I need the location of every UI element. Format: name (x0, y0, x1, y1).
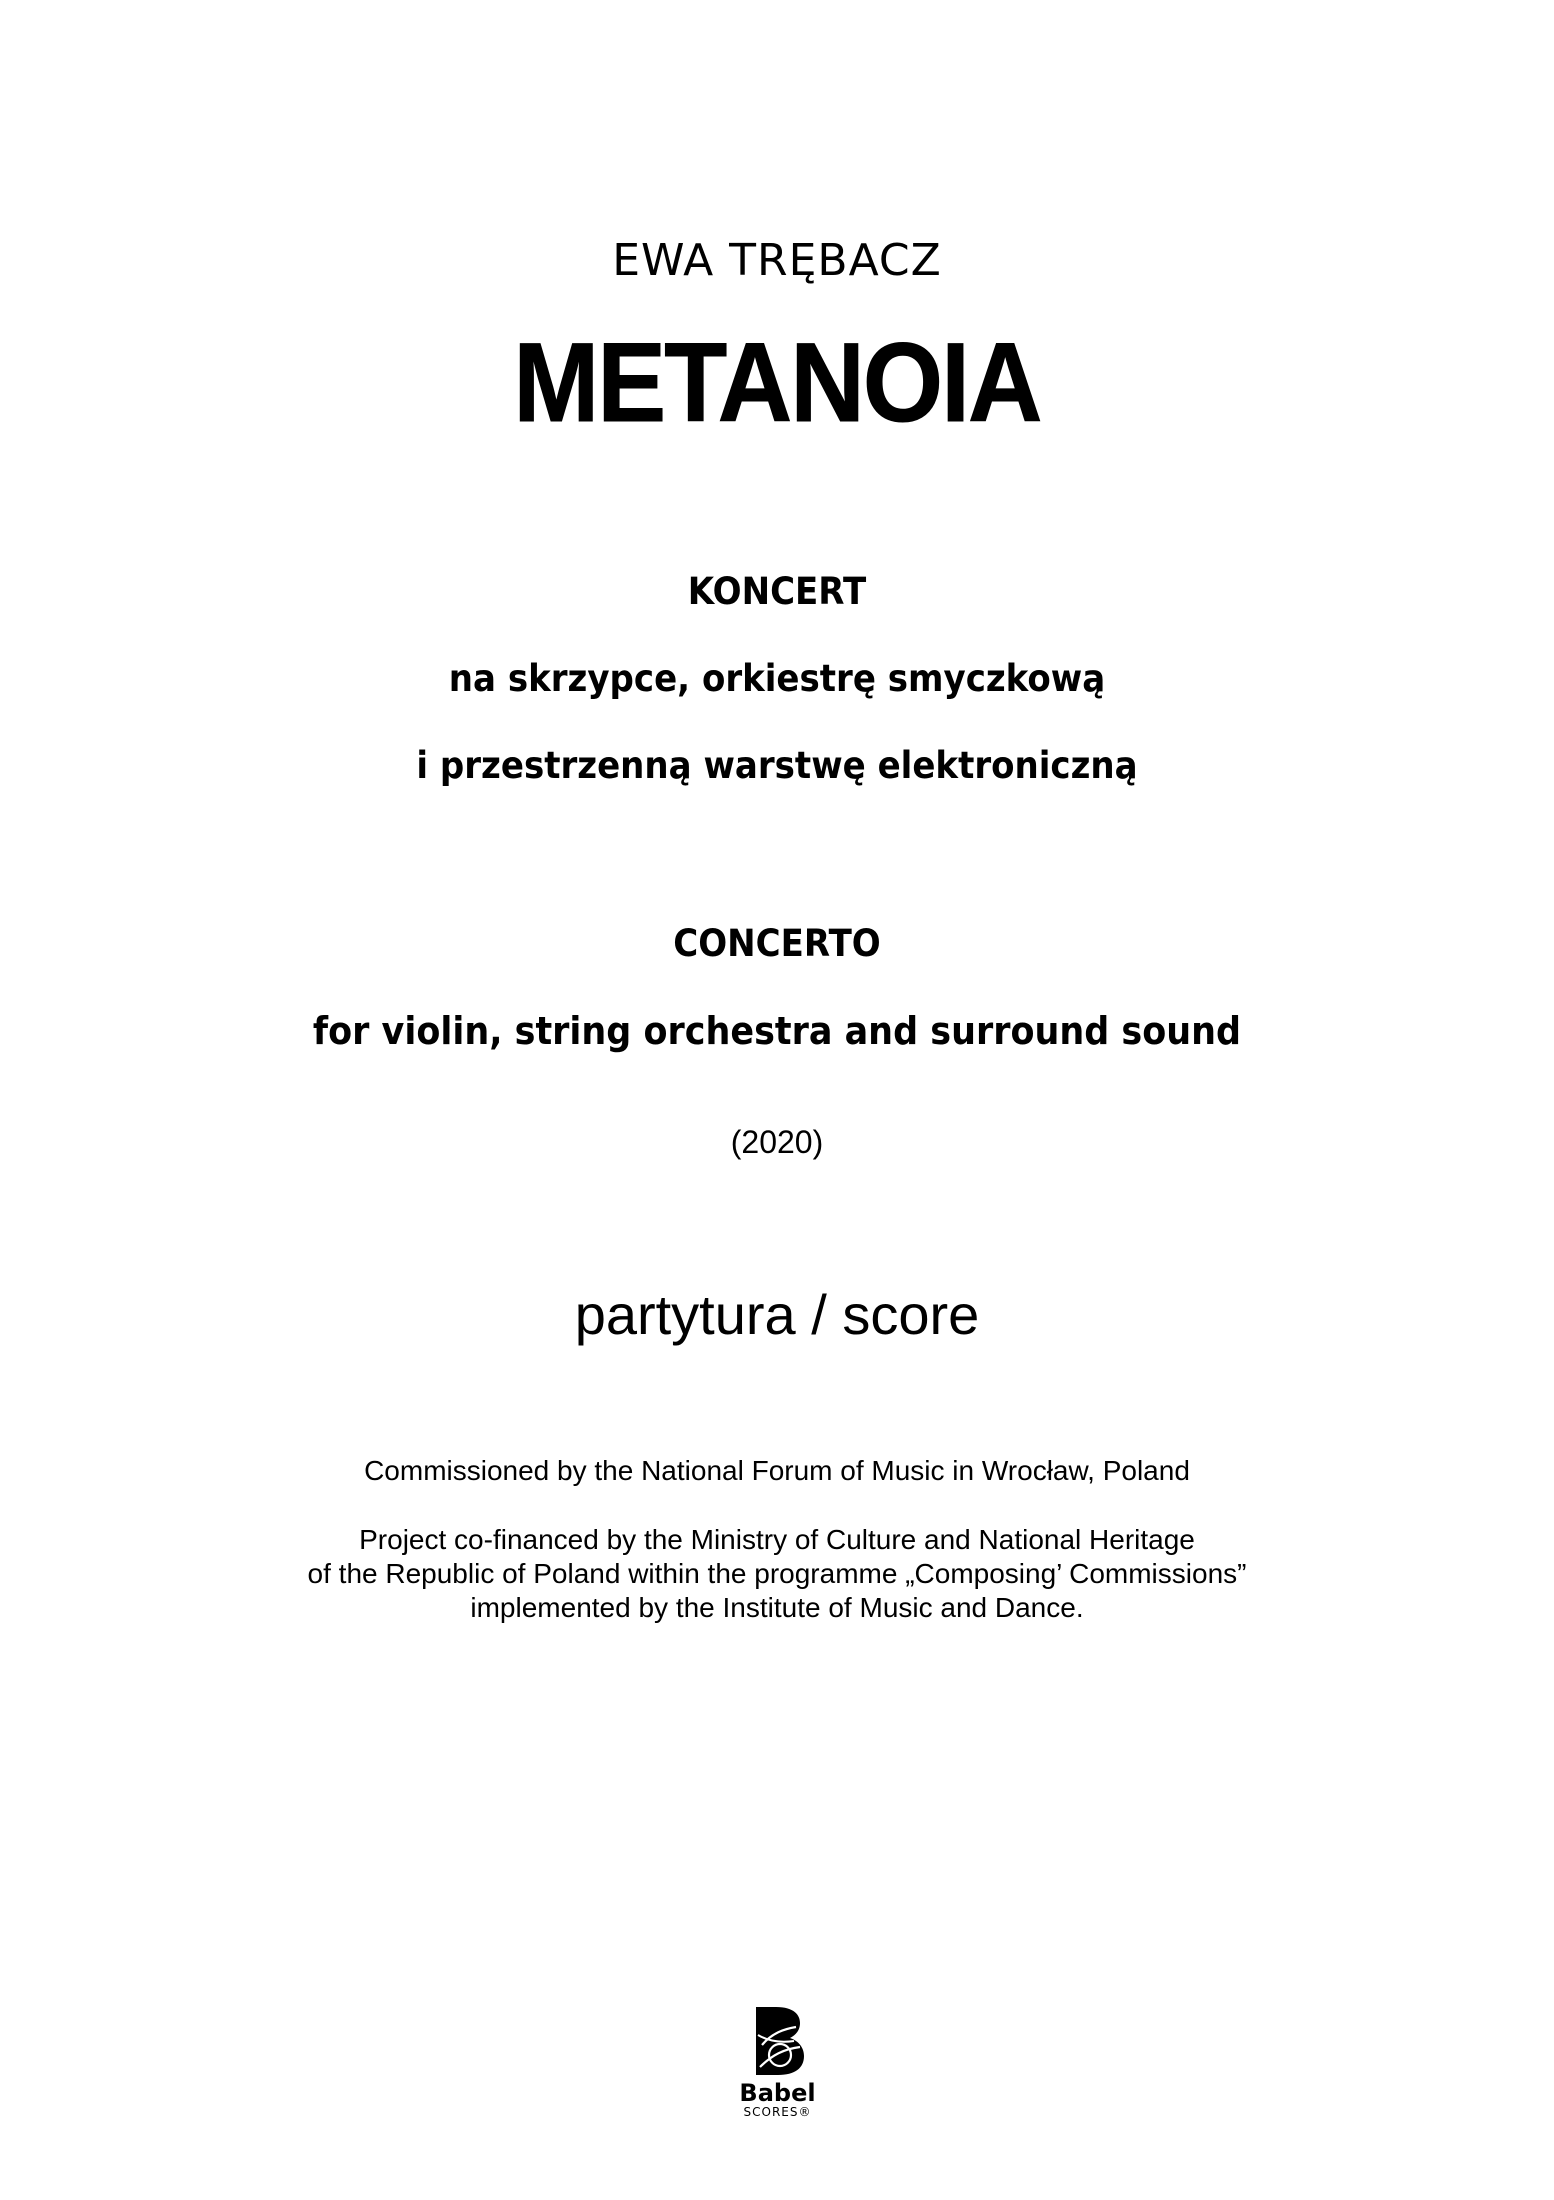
publisher-name: Babel (739, 2079, 816, 2107)
composition-year: (2020) (730, 1124, 824, 1160)
polish-instrumentation-line-1: na skrzypce, orkiestrę smyczkową (448, 657, 1106, 700)
publisher-logo (720, 2005, 835, 2135)
work-title: METANOIA (513, 320, 1041, 445)
project-note-line-1: Project co-financed by the Ministry of Culture and National Heritage (359, 1524, 1195, 1555)
commission-note: Commissioned by the National Forum of Music in Wrocław, Poland (364, 1455, 1190, 1486)
score-label: partytura / score (574, 1283, 980, 1346)
polish-instrumentation-line-2: i przestrzenną warstwę elektroniczną (416, 744, 1138, 787)
composer-name: EWA TRĘBACZ (612, 235, 942, 286)
english-instrumentation: for violin, string orchestra and surround sound (312, 1009, 1242, 1053)
project-note-line-2: of the Republic of Poland within the programme „Composing’ Commissions” (307, 1558, 1247, 1589)
project-note-line-3: implemented by the Institute of Music and Dance. (470, 1592, 1084, 1623)
publisher-subname: SCORES® (743, 2105, 812, 2119)
babel-scores-logo-icon (750, 2005, 806, 2077)
polish-genre: KONCERT (687, 570, 867, 613)
english-genre: CONCERTO (673, 922, 881, 965)
